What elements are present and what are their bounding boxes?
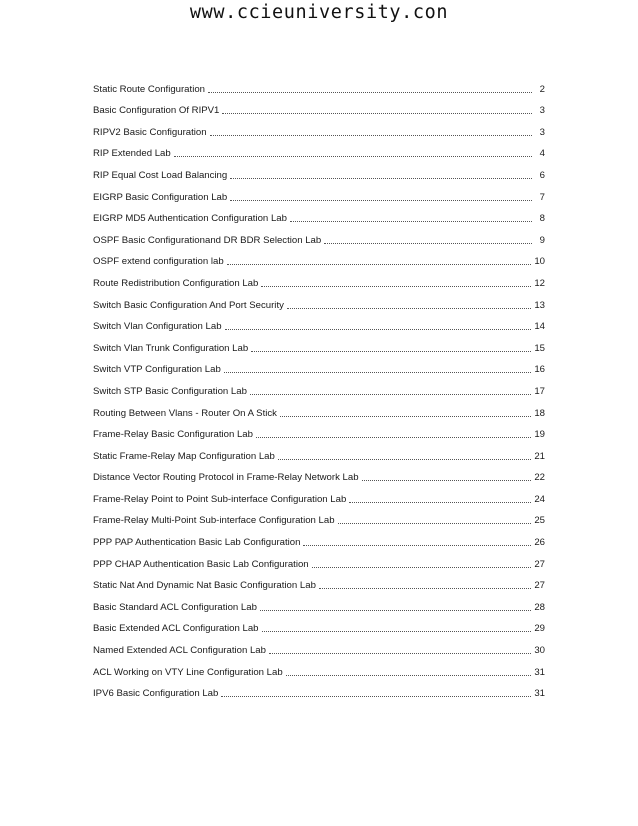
- toc-entry-title: Named Extended ACL Configuration Lab: [93, 645, 266, 657]
- toc-entry[interactable]: [93, 160, 545, 182]
- toc-entry[interactable]: [93, 182, 545, 204]
- toc-entry[interactable]: [93, 376, 545, 398]
- toc-entry[interactable]: [93, 484, 545, 506]
- toc-entry-page-number: 6: [539, 169, 545, 181]
- toc-dot-leader: [208, 92, 532, 93]
- toc-dot-leader: [312, 567, 532, 568]
- toc-dot-leader: [319, 588, 531, 589]
- toc-dot-leader: [324, 243, 532, 244]
- toc-entry-page-number: 29: [534, 623, 545, 635]
- toc-dot-leader: [261, 286, 531, 287]
- toc-entry-title: Switch Vlan Configuration Lab: [93, 321, 222, 333]
- toc-entry-page-number: 17: [534, 385, 545, 397]
- toc-entry-title: Static Frame-Relay Map Configuration Lab: [93, 450, 275, 462]
- toc-entry-title: OSPF Basic Configurationand DR BDR Selection Lab: [93, 234, 322, 246]
- toc-entry[interactable]: [93, 679, 545, 701]
- toc-dot-leader: [262, 631, 532, 632]
- toc-entry-title: RIP Extended Lab: [93, 148, 171, 160]
- toc-entry-page-number: 19: [534, 429, 545, 441]
- toc-entry[interactable]: [93, 614, 545, 636]
- toc-dot-leader: [269, 653, 531, 654]
- toc-dot-leader: [349, 502, 531, 503]
- toc-dot-leader: [287, 308, 531, 309]
- toc-entry-page-number: 24: [534, 493, 545, 505]
- toc-entry[interactable]: [93, 247, 545, 269]
- toc-dot-leader: [221, 696, 531, 697]
- toc-entry[interactable]: [93, 96, 545, 118]
- toc-entry[interactable]: [93, 74, 545, 96]
- toc-entry-page-number: 22: [534, 472, 545, 484]
- toc-entry-page-number: 18: [534, 407, 545, 419]
- toc-entry[interactable]: [93, 506, 545, 528]
- toc-entry-title: EIGRP MD5 Authentication Configuration Lab: [93, 213, 287, 225]
- toc-entry-title: IPV6 Basic Configuration Lab: [93, 688, 219, 700]
- toc-entry[interactable]: [93, 527, 545, 549]
- toc-entry[interactable]: [93, 463, 545, 485]
- toc-entry-title: Frame-Relay Basic Configuration Lab: [93, 429, 253, 441]
- toc-entry[interactable]: [93, 225, 545, 247]
- toc-entry-title: Switch Basic Configuration And Port Security: [93, 299, 284, 311]
- toc-dot-leader: [303, 545, 531, 546]
- toc-entry-title: Static Nat And Dynamic Nat Basic Configuration Lab: [93, 580, 316, 592]
- toc-entry-title: Basic Extended ACL Configuration Lab: [93, 623, 259, 635]
- toc-entry[interactable]: [93, 312, 545, 334]
- toc-entry-title: Static Route Configuration: [93, 83, 205, 95]
- toc-entry-title: Basic Configuration Of RIPV1: [93, 105, 220, 117]
- toc-entry[interactable]: [93, 571, 545, 593]
- toc-entry-title: Basic Standard ACL Configuration Lab: [93, 601, 257, 613]
- toc-entry-page-number: 21: [534, 450, 545, 462]
- toc-entry-title: PPP CHAP Authentication Basic Lab Configuration: [93, 558, 309, 570]
- toc-entry-page-number: 16: [534, 364, 545, 376]
- toc-entry-page-number: 9: [539, 234, 545, 246]
- toc-entry-title: ACL Working on VTY Line Configuration Lab: [93, 666, 283, 678]
- toc-entry[interactable]: [93, 549, 545, 571]
- toc-entry-page-number: 10: [534, 256, 545, 268]
- toc-dot-leader: [362, 480, 532, 481]
- toc-entry-title: Routing Between Vlans - Router On A Stick: [93, 407, 277, 419]
- toc-entry-page-number: 7: [539, 191, 545, 203]
- toc-dot-leader: [278, 459, 531, 460]
- toc-entry-title: Route Redistribution Configuration Lab: [93, 277, 259, 289]
- toc-entry-title: Frame-Relay Multi-Point Sub-interface Configuration Lab: [93, 515, 335, 527]
- toc-entry-page-number: 4: [539, 148, 545, 160]
- toc-entry-page-number: 31: [534, 666, 545, 678]
- toc-entry-page-number: 31: [534, 688, 545, 700]
- toc-entry-page-number: 2: [539, 83, 545, 95]
- toc-entry-title: Switch STP Basic Configuration Lab: [93, 385, 247, 397]
- toc-dot-leader: [224, 372, 532, 373]
- toc-entry-title: Switch Vlan Trunk Configuration Lab: [93, 342, 249, 354]
- toc-dot-leader: [250, 394, 531, 395]
- toc-entry-title: OSPF extend configuration lab: [93, 256, 224, 268]
- toc-entry[interactable]: [93, 333, 545, 355]
- toc-entry[interactable]: [93, 139, 545, 161]
- toc-entry[interactable]: [93, 592, 545, 614]
- toc-entry-page-number: 15: [534, 342, 545, 354]
- toc-dot-leader: [338, 523, 532, 524]
- toc-entry-title: PPP PAP Authentication Basic Lab Configuration: [93, 537, 301, 549]
- toc-dot-leader: [290, 221, 532, 222]
- toc-entry-page-number: 14: [534, 321, 545, 333]
- toc-entry-page-number: 25: [534, 515, 545, 527]
- toc-entry-page-number: 27: [534, 558, 545, 570]
- toc-entry[interactable]: [93, 117, 545, 139]
- toc-entry[interactable]: [93, 420, 545, 442]
- toc-entry-page-number: 28: [534, 601, 545, 613]
- toc-entry[interactable]: [93, 441, 545, 463]
- toc-entry[interactable]: [93, 204, 545, 226]
- toc-dot-leader: [251, 351, 531, 352]
- toc-entry-title: Frame-Relay Point to Point Sub-interface Configuration Lab: [93, 493, 347, 505]
- site-url-header: www.ccieuniversity.con: [189, 2, 449, 23]
- toc-entry-title: RIPV2 Basic Configuration: [93, 126, 207, 138]
- toc-entry-title: RIP Equal Cost Load Balancing: [93, 169, 228, 181]
- toc-entry-page-number: 3: [539, 126, 545, 138]
- toc-entry-page-number: 27: [534, 580, 545, 592]
- toc-entry[interactable]: [93, 398, 545, 420]
- toc-entry[interactable]: [93, 355, 545, 377]
- toc-entry-page-number: 30: [534, 645, 545, 657]
- toc-entry-title: Distance Vector Routing Protocol in Frame-Relay Network Lab: [93, 472, 359, 484]
- toc-dot-leader: [230, 200, 532, 201]
- toc-dot-leader: [225, 329, 532, 330]
- toc-dot-leader: [227, 264, 532, 265]
- toc-entry-title: EIGRP Basic Configuration Lab: [93, 191, 228, 203]
- toc-dot-leader: [222, 113, 532, 114]
- toc-entry-page-number: 26: [534, 537, 545, 549]
- toc-entry[interactable]: [93, 635, 545, 657]
- toc-entry[interactable]: [93, 290, 545, 312]
- toc-entry[interactable]: [93, 268, 545, 290]
- toc-dot-leader: [230, 178, 532, 179]
- toc-dot-leader: [210, 135, 532, 136]
- toc-dot-leader: [260, 610, 531, 611]
- toc-dot-leader: [280, 416, 531, 417]
- toc-dot-leader: [286, 675, 532, 676]
- toc-dot-leader: [256, 437, 531, 438]
- toc-dot-leader: [174, 156, 532, 157]
- toc-entry-page-number: 3: [539, 105, 545, 117]
- toc-entry-title: Switch VTP Configuration Lab: [93, 364, 221, 376]
- toc-entry[interactable]: [93, 657, 545, 679]
- toc-entry-page-number: 8: [539, 213, 545, 225]
- toc-entry-page-number: 12: [534, 277, 545, 289]
- toc-entry-page-number: 13: [534, 299, 545, 311]
- table-of-contents: [93, 74, 545, 700]
